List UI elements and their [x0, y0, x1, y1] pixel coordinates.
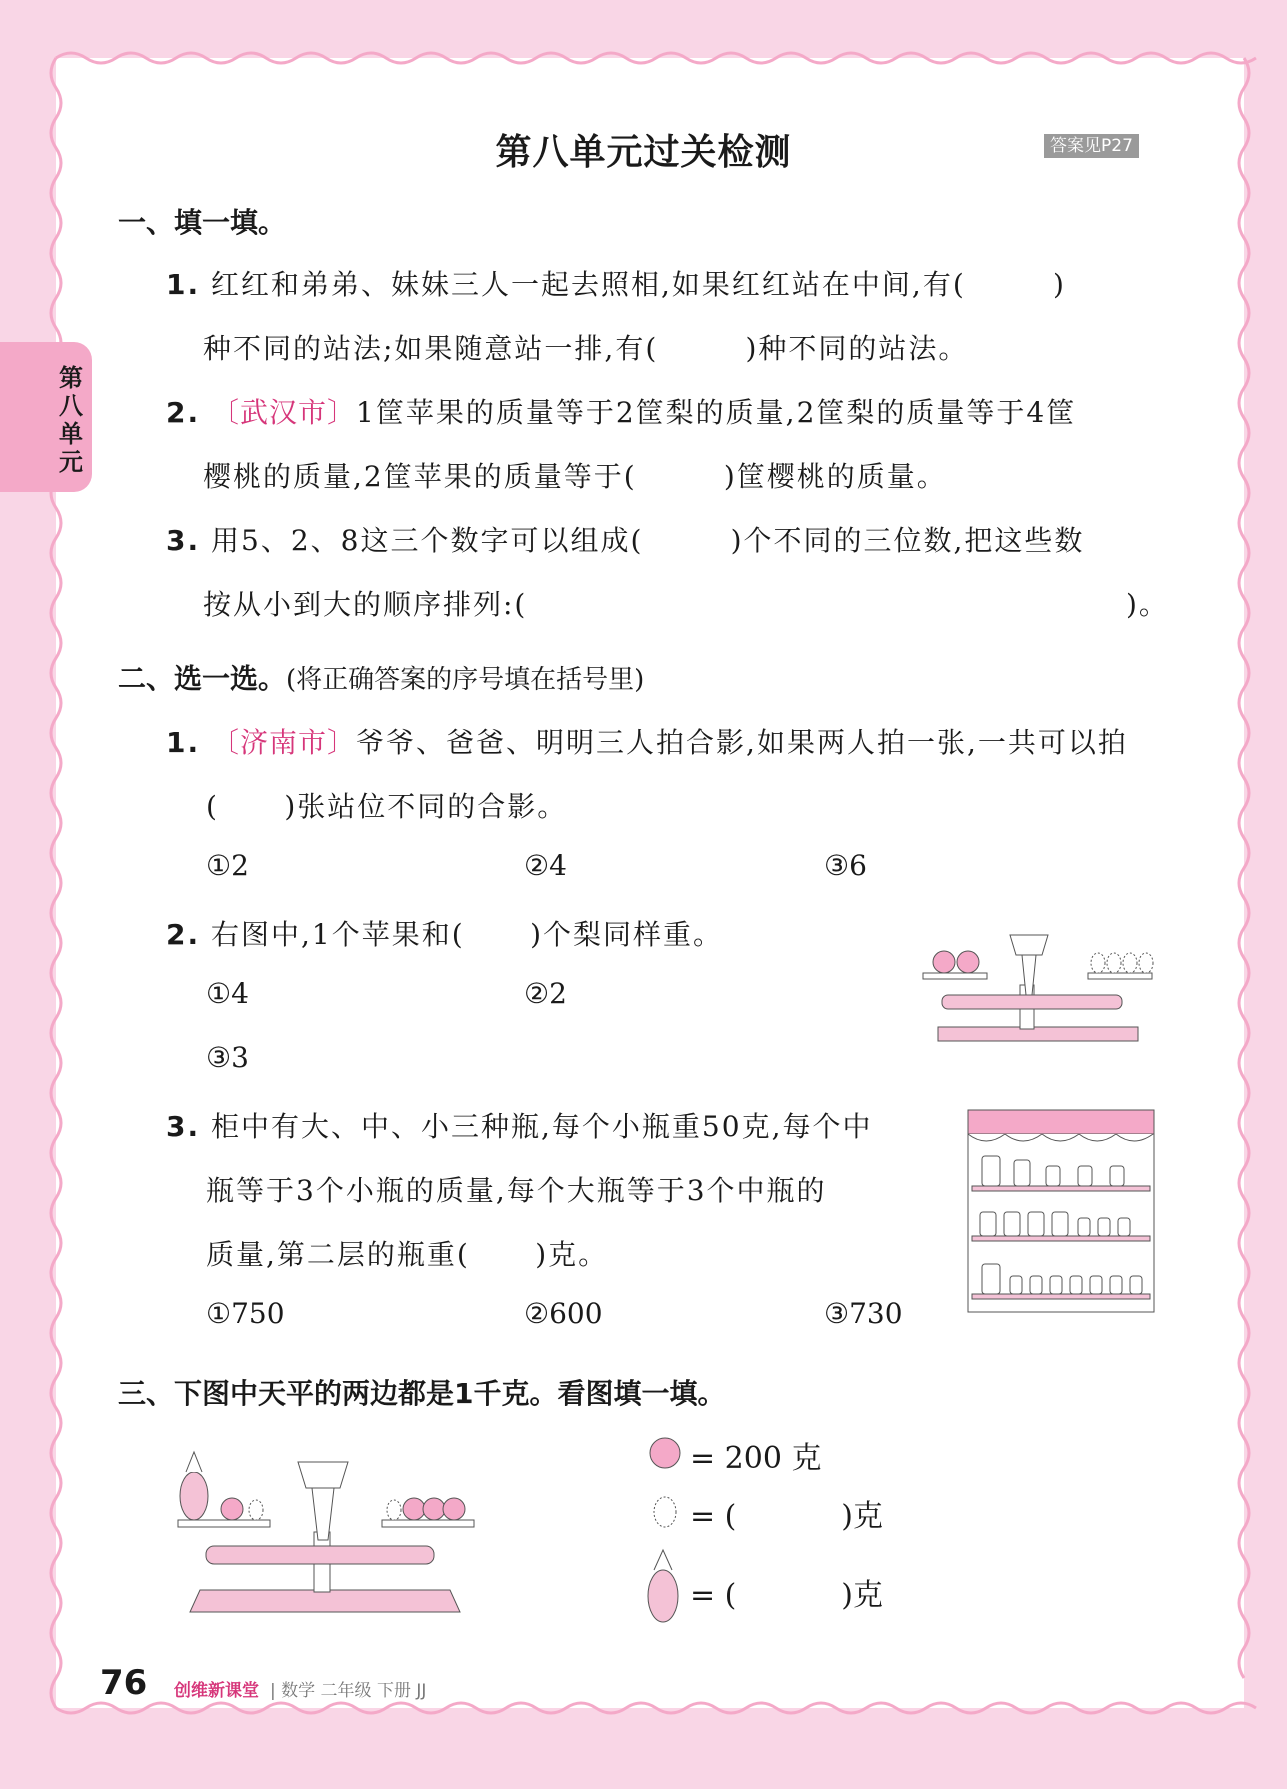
- apple-icon: [957, 951, 979, 973]
- balance-scale-figure-small: [918, 915, 1158, 1055]
- s2-q1-text1: 爷爷、爸爸、明明三人拍合影,如果两人拍一张,一共可以拍: [356, 726, 1128, 759]
- s1-q3-line2: 按从小到大的顺序排列:(: [203, 588, 528, 621]
- s1-q1-text1: 红红和弟弟、妹妹三人一起去照相,如果红红站在中间,有( ): [211, 268, 1066, 301]
- shelf: [972, 1294, 1150, 1299]
- pineapple-icon: [180, 1472, 208, 1520]
- apple-icon: [221, 1498, 243, 1520]
- pineapple-legend-icon: [644, 1548, 682, 1624]
- s1-q2-text1: 1筐苹果的质量等于2筐梨的质量,2筐梨的质量等于4筐: [356, 396, 1077, 429]
- s2-q2-option-1: ①4: [206, 977, 249, 1010]
- section2-heading: [118, 657, 644, 697]
- s2-q3-option-1: ①750: [206, 1297, 285, 1330]
- s1-q3-line1: [166, 519, 1084, 559]
- s1-q3-text1: 用5、2、8这三个数字可以组成( )个不同的三位数,把这些数: [211, 524, 1085, 557]
- pear-icon: [387, 1500, 401, 1520]
- scale-dial: [298, 1462, 348, 1488]
- s1-q1-line2: 种不同的站法;如果随意站一排,有( )种不同的站法。: [203, 332, 969, 365]
- footer-book-info: | 数学 二年级 下册 JJ: [270, 1681, 427, 1701]
- s2-q1-option-3: ③6: [824, 849, 867, 882]
- left-pan: [923, 973, 987, 979]
- s2-q1-number: 1.: [166, 726, 201, 759]
- pear-equation: = ( )克: [690, 1499, 883, 1534]
- shelf: [972, 1186, 1150, 1191]
- cabinet-awning: [968, 1110, 1154, 1134]
- apple-equation: = 200 克: [690, 1441, 822, 1476]
- s2-q3-number: 3.: [166, 1110, 201, 1143]
- pear-icon: [1123, 953, 1137, 973]
- apple-icon: [443, 1498, 465, 1520]
- scale-beam: [942, 995, 1122, 1009]
- s1-q1-number: 1.: [166, 268, 201, 301]
- small-bottle-icon: [1110, 1276, 1122, 1294]
- small-bottle-icon: [1010, 1276, 1022, 1294]
- section1-heading: 一、填一填。: [118, 206, 287, 239]
- section2-note: (将正确答案的序号填在括号里): [286, 665, 645, 695]
- s1-q1-line1: [166, 263, 1066, 303]
- apple-icon: [933, 951, 955, 973]
- page-number: 76: [100, 1663, 148, 1703]
- s2-q3-line3: 质量,第二层的瓶重( )克。: [206, 1238, 609, 1271]
- small-bottle-icon: [1118, 1218, 1130, 1236]
- small-bottle-icon: [1050, 1276, 1062, 1294]
- s2-q3-option-2: ②600: [524, 1297, 603, 1330]
- scale-base: [190, 1590, 460, 1612]
- s2-q1-line1: [166, 721, 1128, 761]
- answer-reference-badge: 答案见P27: [1044, 134, 1139, 158]
- pineapple-equation: = ( )克: [690, 1578, 883, 1613]
- right-pan: [382, 1520, 474, 1527]
- pineapple-leaves: [186, 1452, 202, 1472]
- right-pan: [1088, 973, 1152, 979]
- s2-q3-line1: [166, 1105, 872, 1145]
- small-bottle-icon: [1070, 1276, 1082, 1294]
- pear-legend-icon: [650, 1490, 680, 1530]
- s2-q1-line2: ( )张站位不同的合影。: [206, 790, 568, 823]
- large-bottle-icon: [982, 1264, 1000, 1294]
- s2-q3-text1: 柜中有大、中、小三种瓶,每个小瓶重50克,每个中: [211, 1110, 873, 1143]
- section2-heading-text: 二、选一选。: [118, 662, 287, 695]
- pear-icon: [1139, 953, 1153, 973]
- pear-icon: [249, 1500, 263, 1520]
- s1-q3-number: 3.: [166, 524, 201, 557]
- large-bottle-icon: [982, 1156, 1000, 1186]
- s2-q3-line2: 瓶等于3个小瓶的质量,每个大瓶等于3个中瓶的: [206, 1174, 827, 1207]
- small-bottle-icon: [1130, 1276, 1142, 1294]
- medium-bottle-icon: [1004, 1212, 1020, 1236]
- s2-q2-option-3: ③3: [206, 1041, 249, 1074]
- s1-q3-line2-end: )。: [1126, 588, 1169, 621]
- pear-icon: [1107, 953, 1121, 973]
- small-bottle-icon: [1078, 1166, 1092, 1186]
- balance-scale-figure-large: [170, 1440, 480, 1620]
- pear-icon: [1091, 953, 1105, 973]
- apple-legend-icon: [646, 1434, 684, 1470]
- small-bottle-icon: [1098, 1218, 1110, 1236]
- medium-bottle-icon: [1028, 1212, 1044, 1236]
- s2-q1-option-1: ①2: [206, 849, 249, 882]
- footer-brand: 创维新课堂: [174, 1681, 259, 1701]
- s2-q1-option-2: ②4: [524, 849, 567, 882]
- small-bottle-icon: [1046, 1166, 1060, 1186]
- medium-bottle-icon: [1014, 1160, 1030, 1186]
- section3-heading: 三、下图中天平的两边都是1千克。看图填一填。: [118, 1377, 726, 1410]
- small-bottle-icon: [1030, 1276, 1042, 1294]
- scale-dial: [1010, 935, 1048, 955]
- apple-icon: [423, 1498, 445, 1520]
- s1-q2-number: 2.: [166, 396, 201, 429]
- s2-q2-text1: 右图中,1个苹果和( )个梨同样重。: [211, 918, 723, 951]
- bottle-cabinet-figure: [966, 1108, 1156, 1314]
- shelf: [972, 1236, 1150, 1241]
- s2-q2-line1: [166, 913, 723, 953]
- s2-q3-option-3: ③730: [824, 1297, 903, 1330]
- medium-bottle-icon: [980, 1212, 996, 1236]
- page-title: 第八单元过关检测: [495, 132, 792, 173]
- chapter-tab-label: 第八单元: [59, 364, 83, 476]
- s2-q1-city-tag: 〔济南市〕: [211, 726, 357, 759]
- s2-q2-number: 2.: [166, 918, 201, 951]
- left-pan: [178, 1520, 270, 1527]
- small-bottle-icon: [1078, 1218, 1090, 1236]
- small-bottle-icon: [1110, 1166, 1124, 1186]
- s1-q2-line2: 樱桃的质量,2筐苹果的质量等于( )筐樱桃的质量。: [203, 460, 947, 493]
- medium-bottle-icon: [1052, 1212, 1068, 1236]
- s1-q2-city-tag: 〔武汉市〕: [211, 396, 357, 429]
- apple-icon: [403, 1498, 425, 1520]
- s2-q2-option-2: ②2: [524, 977, 567, 1010]
- small-bottle-icon: [1090, 1276, 1102, 1294]
- scale-base: [938, 1027, 1138, 1041]
- s1-q2-line1: [166, 391, 1076, 431]
- scale-beam: [206, 1546, 434, 1564]
